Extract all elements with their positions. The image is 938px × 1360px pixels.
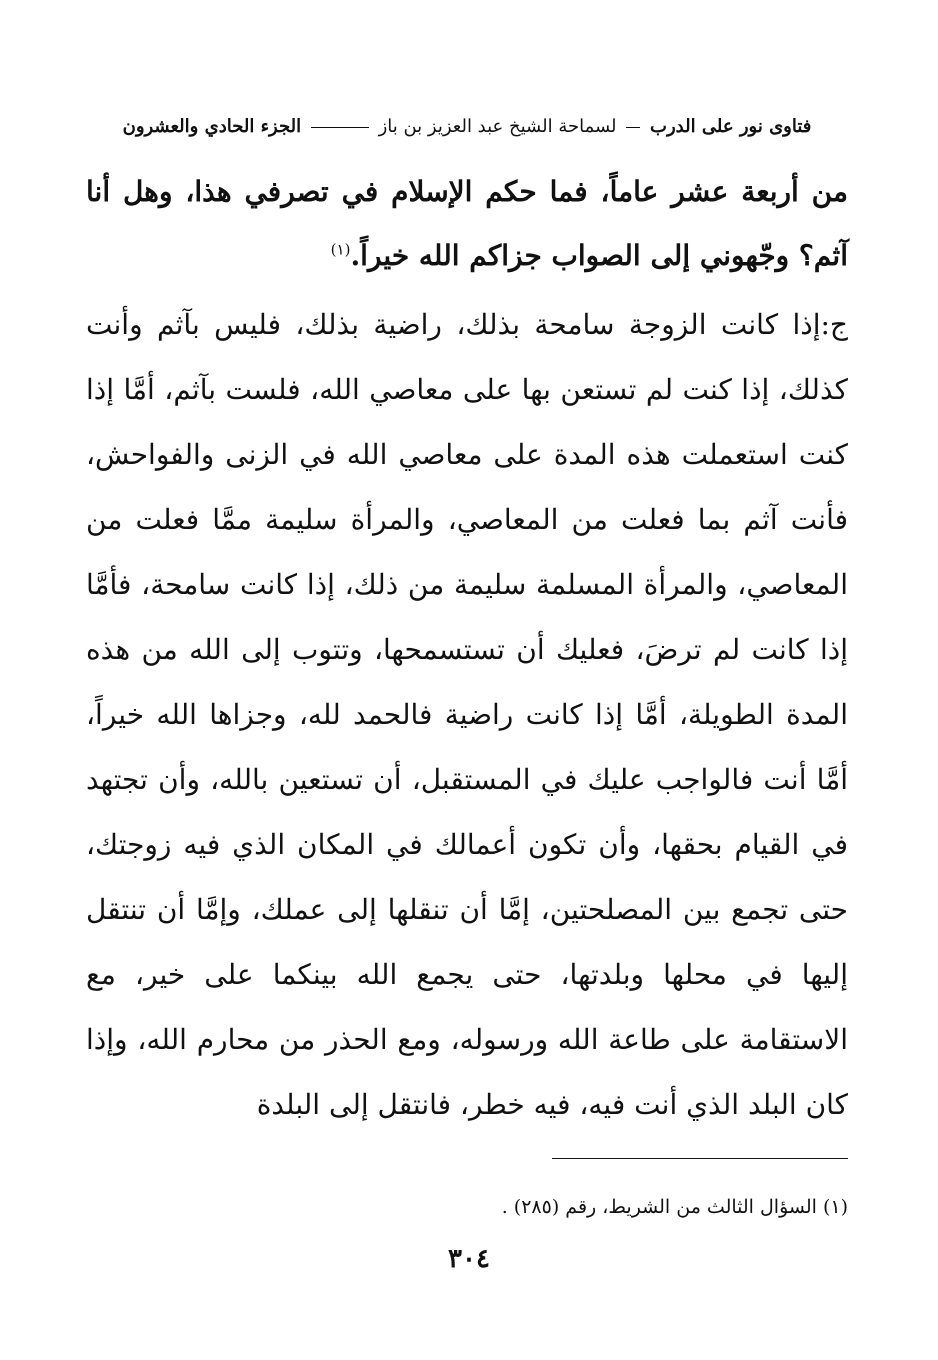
author-name: لسماحة الشيخ عبد العزيز بن باز: [378, 116, 617, 137]
volume-label: الجزء الحادي والعشرون: [122, 116, 302, 137]
footnote: (١) السؤال الثالث من الشريط، رقم (٢٨٥) .: [501, 1196, 848, 1218]
page-number: ٣٠٤: [448, 1244, 490, 1274]
question-text: [86, 160, 848, 288]
footnote-reference: (١): [330, 240, 351, 259]
answer-body: ج:إذا كانت الزوجة سامحة بذلك، راضية بذلك، فليس بآثم وأنت كذلك، إذا كنت لم تستعن بها على معاصي الله، فلست بآثم، أمَّا إذا كنت استعملت هذه المدة على معاصي الله في الزنى والفواحش، فأنت آثم بما فعلت من المعاصي، والمرأة سليمة ممَّا فعلت من المعاصي، والمرأة المسلمة سليمة من ذلك، إذا كانت سامحة، فأمَّا إذا كانت لم ترضَ، فعليك أن تستسمحها، وتتوب إلى الله من هذه المدة الطويلة، أمَّا إذا كانت راضية فالحمد لله، وجزاها الله خيراً، أمَّا أنت فالواجب عليك في المستقبل، أن تستعين بالله، وأن تجتهد في القيام بحقها، وأن تكون أعمالك في المكان الذي فيه زوجتك، حتى تجمع بين المصلحتين، إمَّا أن تنقلها إلى عملك، وإمَّا أن تنتقل إليها في محلها وبلدتها، حتى يجمع الله بينكما على خير، مع الاستقامة على طاعة الله ورسوله، ومع الحذر من محارم الله، وإذا كان البلد الذي أنت فيه، فيه خطر، فانتقل إلى البلدة: [86, 308, 848, 1121]
footnote-divider: [552, 1158, 848, 1159]
book-title: فتاوى نور على الدرب: [650, 116, 812, 137]
question-body: من أربعة عشر عاماً، فما حكم الإسلام في تصرفي هذا، وهل أنا آثم؟ وجّهوني إلى الصواب جزاكم الله خيراً.: [86, 175, 848, 272]
running-header: [86, 112, 848, 142]
header-separator-long: [311, 127, 369, 128]
answer-text: [86, 292, 848, 1137]
header-separator: [626, 127, 640, 128]
